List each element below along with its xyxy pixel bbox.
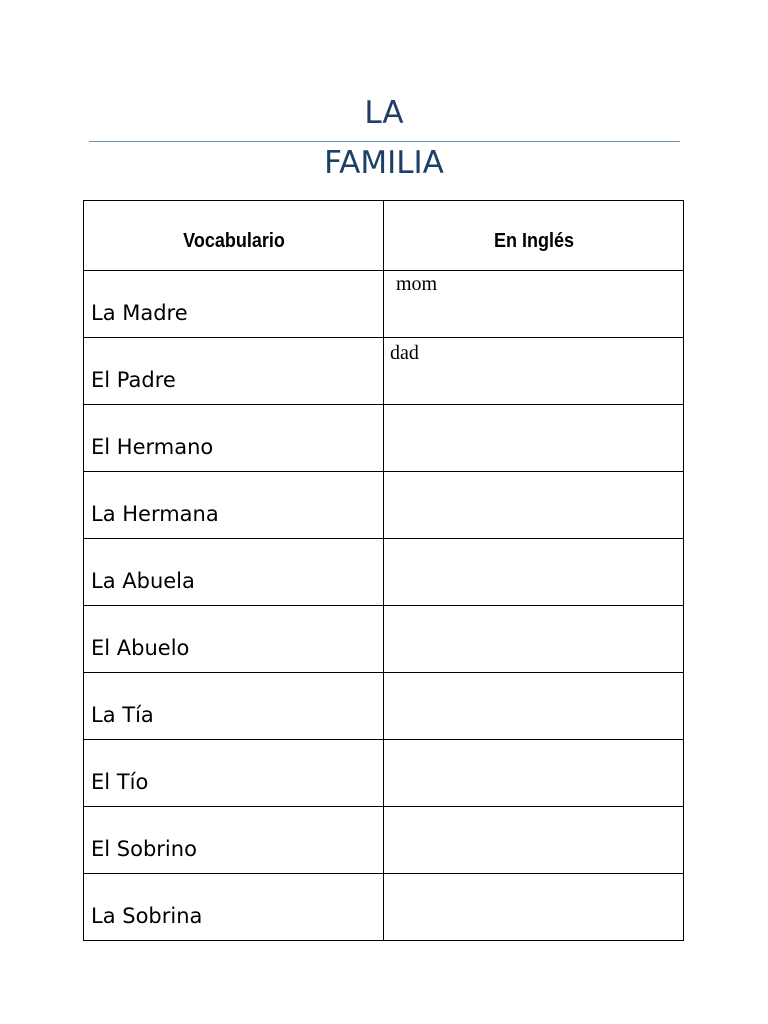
english-cell[interactable]	[384, 405, 684, 472]
table-row	[84, 472, 684, 539]
vocabulary-table	[83, 200, 684, 941]
spanish-word: La Sobrina	[91, 904, 203, 928]
english-answer[interactable]: dad	[390, 342, 419, 364]
spanish-cell	[84, 405, 384, 472]
english-cell[interactable]	[384, 874, 684, 941]
spanish-word: El Abuelo	[91, 636, 190, 660]
english-cell[interactable]	[384, 539, 684, 606]
table-row	[84, 740, 684, 807]
table-row	[84, 539, 684, 606]
spanish-cell	[84, 472, 384, 539]
spanish-cell	[84, 874, 384, 941]
header-en-ingles: En Inglés	[399, 201, 669, 271]
spanish-word: El Hermano	[91, 435, 214, 459]
title-line-2: FAMILIA	[324, 145, 444, 181]
table-row	[84, 807, 684, 874]
spanish-word: La Abuela	[91, 569, 195, 593]
spanish-cell	[84, 807, 384, 874]
spanish-word: La Tía	[91, 703, 154, 727]
table-row	[84, 606, 684, 673]
title-divider	[89, 141, 680, 142]
table-row	[84, 673, 684, 740]
spanish-word: El Sobrino	[91, 837, 197, 861]
spanish-word: El Padre	[91, 368, 176, 392]
table-row	[84, 338, 684, 405]
english-cell[interactable]	[384, 271, 684, 338]
english-cell[interactable]	[384, 472, 684, 539]
table-header-row	[84, 201, 684, 271]
spanish-cell	[84, 539, 384, 606]
header-vocabulario: Vocabulario	[99, 201, 369, 271]
spanish-word: El Tío	[91, 770, 149, 794]
english-cell[interactable]	[384, 740, 684, 807]
table-row	[84, 874, 684, 941]
english-answer[interactable]: mom	[396, 273, 438, 295]
spanish-word: La Madre	[91, 301, 188, 325]
table-row	[84, 405, 684, 472]
english-cell[interactable]	[384, 673, 684, 740]
spanish-cell	[84, 740, 384, 807]
english-cell[interactable]	[384, 807, 684, 874]
spanish-word: La Hermana	[91, 502, 219, 526]
english-cell[interactable]	[384, 338, 684, 405]
spanish-cell	[84, 606, 384, 673]
english-cell[interactable]	[384, 606, 684, 673]
table-row	[84, 271, 684, 338]
title-line-1: LA	[364, 95, 404, 131]
spanish-cell	[84, 338, 384, 405]
spanish-cell	[84, 271, 384, 338]
spanish-cell	[84, 673, 384, 740]
